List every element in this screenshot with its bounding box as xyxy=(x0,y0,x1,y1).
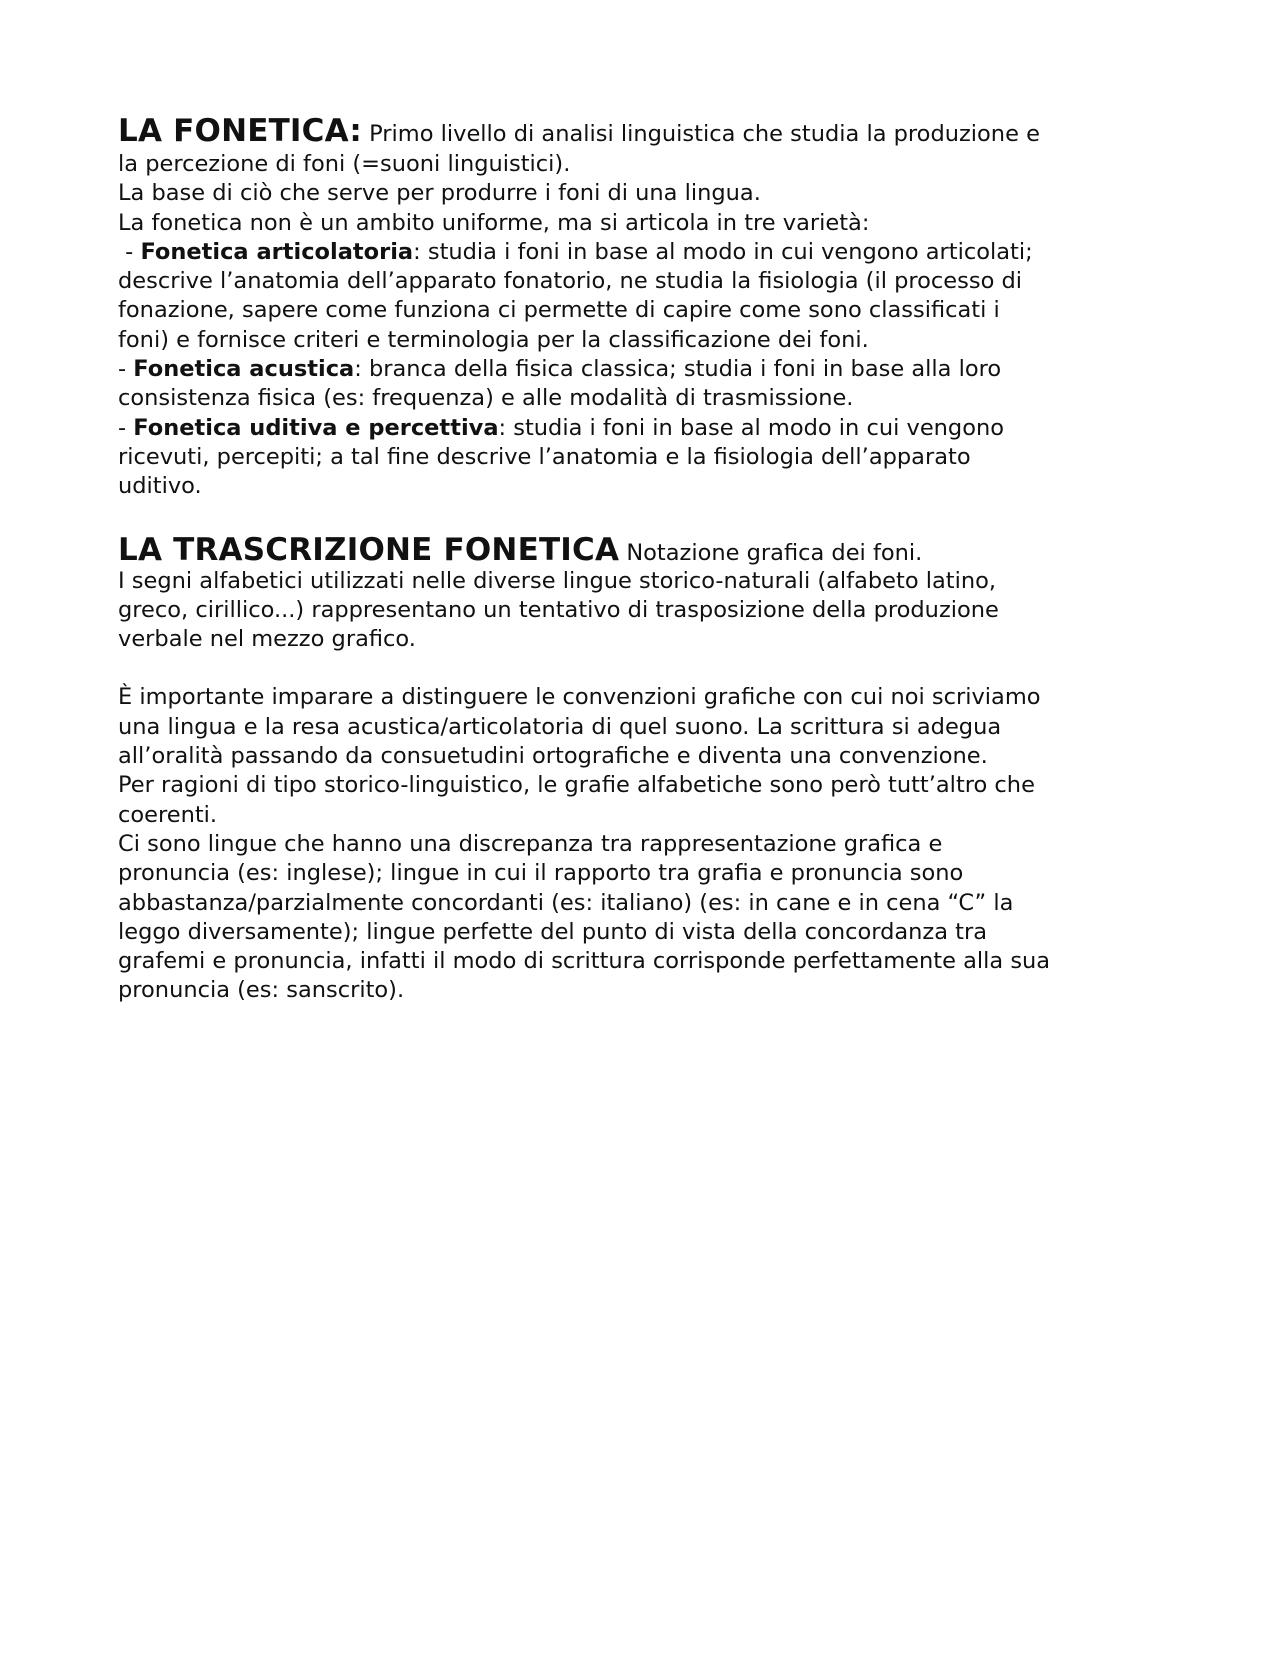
text-line: all’oralità passando da consuetudini ortografiche e diventa una convenzione. xyxy=(118,743,988,770)
text-line: uditivo. xyxy=(118,473,202,500)
list-item-uditiva xyxy=(118,414,1178,502)
text-line: verbale nel mezzo grafico. xyxy=(118,626,416,653)
intro-text: Primo livello di analisi linguistica che studia la produzione e xyxy=(361,121,1040,147)
paragraph-gap xyxy=(118,502,1178,531)
list-dash: - xyxy=(118,414,134,441)
list-dash: - xyxy=(118,356,134,383)
document-page xyxy=(118,112,1178,1006)
section-fonetica xyxy=(118,112,1178,502)
list-item-first-line xyxy=(118,238,1178,267)
text-line: descrive l’anatomia dell’apparato fonatorio, ne studia la fisiologia (il processo di xyxy=(118,268,1023,295)
paragraph-convenzioni xyxy=(118,683,1178,1005)
paragraph-gap xyxy=(118,654,1178,683)
list-dash: - xyxy=(118,238,141,265)
definition-text: : studia i foni in base al modo in cui vengono articolati; xyxy=(413,238,1033,265)
text-line: fonazione, sapere come funziona ci permette di capire come sono classificati i xyxy=(118,297,1000,324)
definition-text: : studia i foni in base al modo in cui vengono xyxy=(498,414,1004,441)
text-line: La base di ciò che serve per produrre i foni di una lingua. xyxy=(118,180,761,207)
text-line: la percezione di foni (=suoni linguistici). xyxy=(118,151,571,177)
text-line: abbastanza/parzialmente concordanti (es: italiano) (es: in cane e in cena “C” la xyxy=(118,889,1014,916)
text-line: I segni alfabetici utilizzati nelle diverse lingue storico-naturali (alfabeto latino, xyxy=(118,567,997,594)
text-line: consistenza fisica (es: frequenza) e alle modalità di trasmissione. xyxy=(118,385,854,412)
text-line: foni) e fornisce criteri e terminologia per la classificazione dei foni. xyxy=(118,326,869,353)
text-line: una lingua e la resa acustica/articolatoria di quel suono. La scrittura si adegua xyxy=(118,713,1002,740)
text-line: ricevuti, percepiti; a tal fine descrive l’anatomia e la fisiologia dell’apparato xyxy=(118,443,971,470)
list-item-first-line xyxy=(118,414,1178,443)
text-line: coerenti. xyxy=(118,801,218,828)
list-item-first-line xyxy=(118,355,1178,384)
text-line: Per ragioni di tipo storico-linguistico, le grafie alfabetiche sono però tutt’altro che xyxy=(118,772,1035,799)
text-line: È importante imparare a distinguere le convenzioni grafiche con cui noi scriviamo xyxy=(118,684,1041,711)
section-trascrizione xyxy=(118,533,1178,1006)
term-uditiva: Fonetica uditiva e percettiva xyxy=(133,414,499,441)
text-line: La fonetica non è un ambito uniforme, ma si articola in tre varietà: xyxy=(118,209,870,236)
intro-text: Notazione grafica dei foni. xyxy=(619,539,923,566)
list-item-acustica xyxy=(118,355,1178,414)
text-line: pronuncia (es: sanscrito). xyxy=(118,977,405,1004)
definition-text: : branca della fisica classica; studia i foni in base alla loro xyxy=(354,356,1002,383)
text-line: Ci sono lingue che hanno una discrepanza tra rappresentazione grafica e xyxy=(118,830,943,857)
heading-trascrizione: LA TRASCRIZIONE FONETICA xyxy=(118,531,620,568)
text-line: leggo diversamente); lingue perfette del punto di vista della concordanza tra xyxy=(118,918,988,945)
section-fonetica-first-line xyxy=(118,112,1178,150)
text-line: pronuncia (es: inglese); lingue in cui il rapporto tra grafia e pronuncia sono xyxy=(118,860,964,887)
list-item-articolatoria xyxy=(118,238,1178,355)
text-line: greco, cirillico...) rappresentano un tentativo di trasposizione della produzione xyxy=(118,596,999,623)
term-acustica: Fonetica acustica xyxy=(133,356,355,383)
section-trascrizione-first-line xyxy=(118,533,1178,567)
term-articolatoria: Fonetica articolatoria xyxy=(140,238,414,265)
text-line: grafemi e pronuncia, infatti il modo di scrittura corrisponde perfettamente alla sua xyxy=(118,948,1051,975)
heading-fonetica: LA FONETICA: xyxy=(118,113,362,149)
